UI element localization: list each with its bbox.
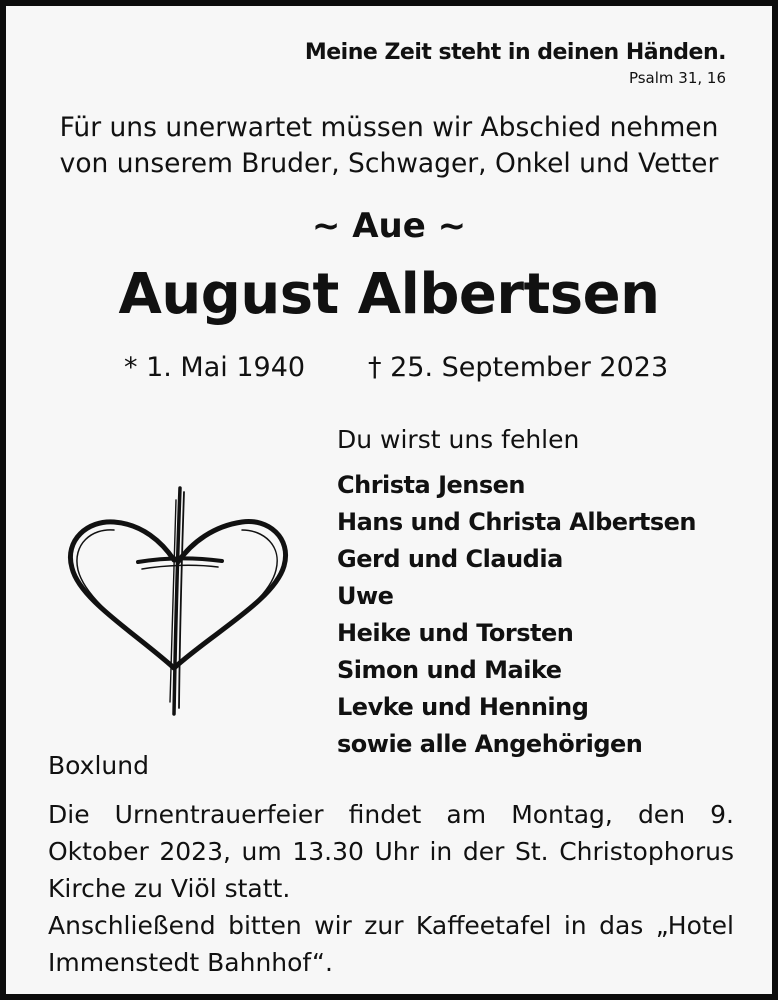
mourner-name: Heike und Torsten: [337, 619, 574, 647]
bible-verse-source: Psalm 31, 16: [628, 69, 726, 87]
intro-line-2: von unserem Bruder, Schwager, Onkel und Vetter: [59, 148, 719, 179]
intro-text: [6, 110, 772, 182]
coffee-paragraph: Anschließend bitten wir zur Kaffeetafel in das „Hotel Immenstedt Bahnhof“.: [48, 911, 734, 977]
heart-cross-icon: [62, 482, 298, 718]
farewell-line: Du wirst uns fehlen: [337, 425, 580, 454]
mourner-name: Gerd und Claudia: [337, 545, 563, 573]
place-name: Boxlund: [48, 751, 149, 780]
deceased-nickname: ~ Aue ~: [311, 206, 467, 246]
mourner-list: [337, 467, 696, 763]
mourner-name: Christa Jensen: [337, 471, 526, 499]
intro-line-1: Für uns unerwartet müssen wir Abschied nehmen: [59, 112, 719, 143]
ceremony-info: [48, 796, 734, 981]
mourner-name: Hans und Christa Albertsen: [337, 508, 696, 536]
mourner-name: Uwe: [337, 582, 394, 610]
bible-verse: [305, 40, 726, 88]
mourner-name: Simon und Maike: [337, 656, 562, 684]
ceremony-paragraph: Die Urnentrauerfeier findet am Montag, den 9. Oktober 2023, um 13.30 Uhr in der St. Christophorus Kirche zu Viöl statt.: [48, 800, 734, 903]
mourner-name: sowie alle Angehörigen: [337, 730, 643, 758]
bible-verse-text: Meine Zeit steht in deinen Händen.: [304, 40, 726, 65]
deceased-name: August Albertsen: [118, 262, 660, 327]
death-date: † 25. September 2023: [368, 352, 669, 383]
mourner-name: Levke und Henning: [337, 693, 589, 721]
birth-date: * 1. Mai 1940: [124, 352, 306, 383]
